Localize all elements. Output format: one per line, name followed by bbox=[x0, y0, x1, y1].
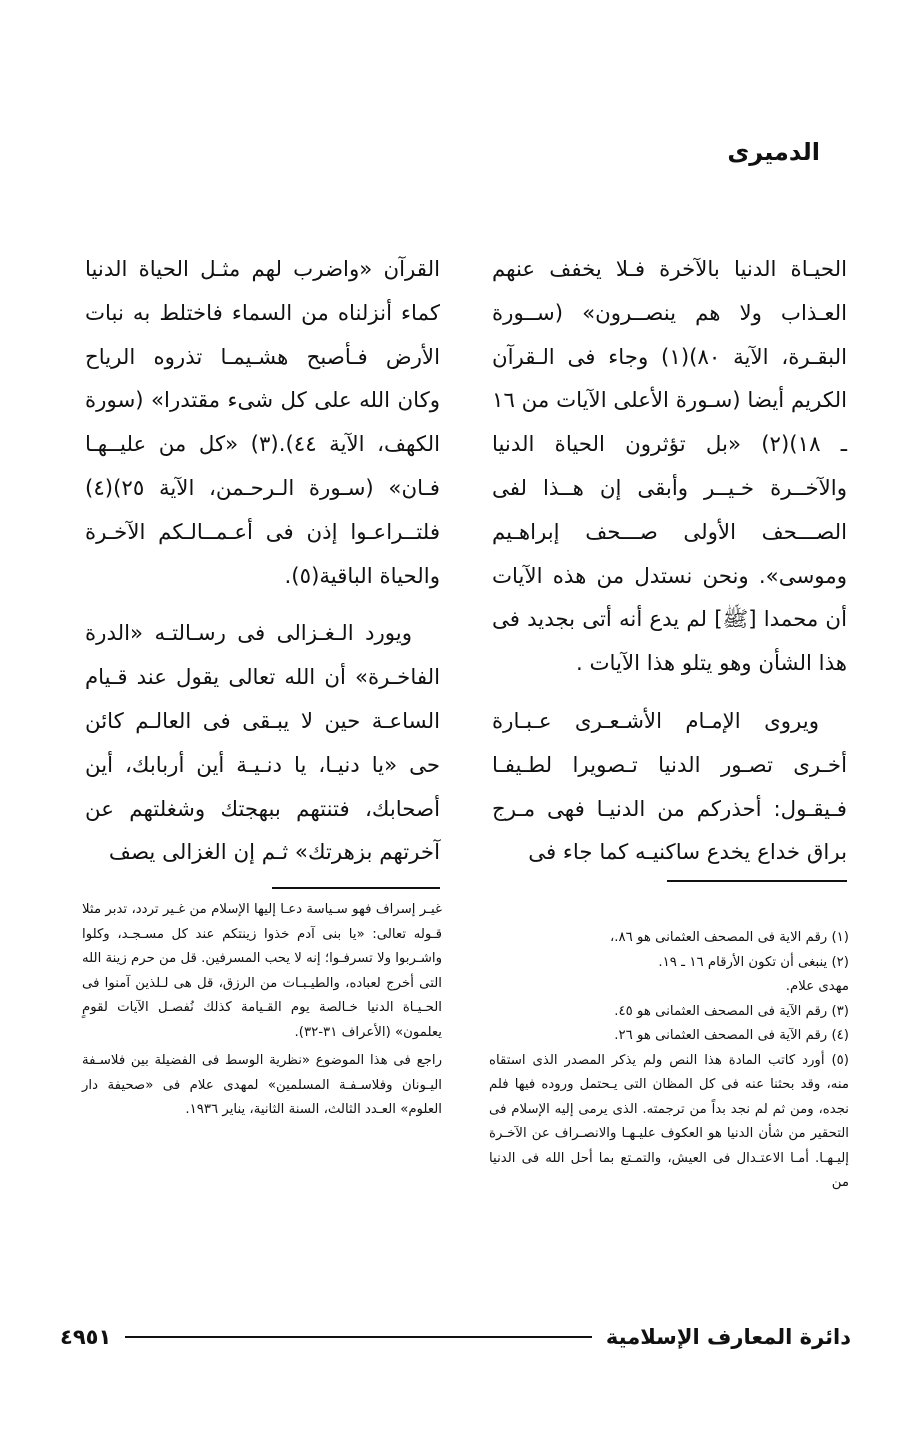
footnotes-left bbox=[82, 898, 442, 1123]
footnote-divider bbox=[272, 887, 440, 889]
paragraph: القرآن «واضرب لهم مثـل الحياة الدنيا كماء أنزلناه من السماء فاختلط به نبات الأرض فـأصبح هشـيمـا تذروه الرياح وكان الله على كل شىء مقتدرا» (سورة الكهف، الآية ٤٤).(٣) «كل من عليــهـا فـان» (سـورة الـرحـمن، الآية ٢٥)(٤) فلتــراعـوا إذن فى أعـمــالـكم الآخـرة والحياة الباقية(٥). bbox=[85, 257, 440, 589]
paragraph: ويروى الإمـام الأشـعـرى عـبـارة أخـرى تصـور الدنيا تـصويرا لطـيفـا فـيقـول: أحذركم من الدنيـا فهى مـرج براق خداع يخدع ساكنيـه كما جاء فى bbox=[492, 708, 847, 866]
footnote-divider bbox=[667, 880, 847, 882]
footnote-reference: راجع فى هذا الموضوع «نظرية الوسط فى الفضيلة بين فلاسـفة اليـونان وفلاسـفـة المسلمين» لمهدى علام فى «صحيفة دار العلوم» العـدد الثالث، السنة الثانية، يناير ١٩٣٦. bbox=[82, 1053, 442, 1117]
body-column-left bbox=[85, 248, 440, 875]
running-head: الدميرى bbox=[727, 138, 820, 166]
page-footer bbox=[60, 1322, 851, 1352]
footer-rule bbox=[125, 1336, 592, 1338]
footer-title: دائرة المعارف الإسلامية bbox=[605, 1325, 851, 1349]
footnotes-right bbox=[489, 926, 849, 1196]
footnote-continuation: غيـر إسراف فهو سـياسة دعـا إليها الإسلام من غـير تردد، تدبر مثلا قـوله تعالى: «يا بنى آدم خذوا زينتكم عند كل مسـجـد، وكلوا واشـربوا ولا تسرفـوا؛ إنه لا يحب المسرفين. قل من حرم زينة الله التى أخرج لعباده، والطيـبـات من الرزق، قل هى لـلذين آمنوا فى الحـيـاة الدنيا خـالصة يوم القـيامة كذلك نُفصـل الآيات لقومٍ يعلمون» (الأعراف ٣١-٣٢). bbox=[82, 902, 442, 1040]
footnote: (٥) أورد كاتب المادة هذا النص ولم يذكر المصدر الذى استقاه منه، وقد بحثنا عنه فى كل المظان التى يـحتمل وروده فيها فلم نجده، ومن ثم لم نجد بداً من ترجمته. الذى يرمى إليه الإسلام فى التحقير من شأن الدنيا هو العكوف عليـهـا والانصـراف عن الآخـرة إليـهـا. أمـا الاعتـدال فى العيش، والتمـتع بما أحل الله فى الدنيا من bbox=[489, 1052, 849, 1190]
footnote: (٤) رقم الآية فى المصحف العثمانى هو ٢٦. bbox=[614, 1028, 849, 1043]
paragraph: ويورد الـغـزالى فى رسـالتـه «الدرة الفاخـرة» أن الله تعالى يقول عند قـيام الساعـة حين لا يبـقى فى العالـم كائن حى «يا دنيـا، يا دنـيـة أين أربابك، أين أصحابك، فتنتهم ببهجتك وشغلتهم عن آخرتهم بزهرتك» ثـم إن الغزالى يصف bbox=[85, 621, 440, 866]
footnote: مهدى علام. bbox=[785, 979, 849, 994]
page-number: ٤٩٥١ bbox=[60, 1325, 112, 1349]
footnote: (٣) رقم الآية فى المصحف العثمانى هو ٤٥. bbox=[614, 1003, 849, 1019]
footnote: (١) رقم الاية فى المصحف العثمانى هو ٨٦.، bbox=[609, 930, 849, 945]
body-column-right bbox=[492, 248, 847, 875]
footnote: (٢) ينبغى أن تكون الأرقام ١٦ ـ ١٩. bbox=[658, 954, 849, 970]
paragraph: الحيـاة الدنيا بالآخرة فـلا يخفف عنهم العـذاب ولا هم ينصــرون» (ســورة البقـرة، الآية ٨٠)(١) وجاء فى الـقرآن الكريم أيضا (سـورة الأعلى الآيات من ١٦ ـ ١٨)(٢) «بل تؤثرون الحياة الدنيا والآخــرة خـيــر وأبقى إن هــذا لفى الصـــحف الأولى صـــحف إبراهـيم وموسى». ونحن نستدل من هذه الآيات أن محمدا [ﷺ] لم يدع أنه أتى بجديد فى هذا الشأن وهو يتلو هذا الآيات . bbox=[492, 257, 847, 677]
